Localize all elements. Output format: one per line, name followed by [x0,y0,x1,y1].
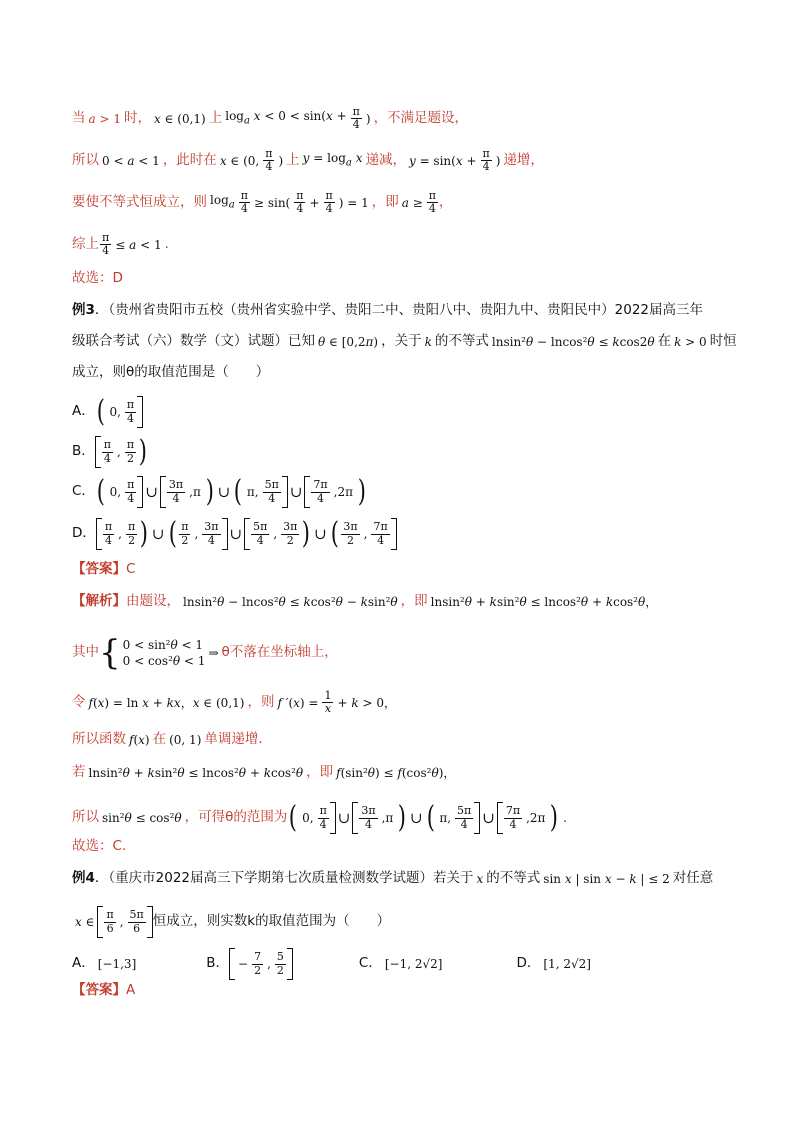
example-3-analysis-4: 所以函数 f(x) 在 (0, 1) 单调递增. [72,731,263,747]
example-3-analysis-6: 所以 sin²θ ≤ cos²θ ，可得θ的范围为 ( 0, $\frac{\pi}{4}$ ∪ $\frac{3\pi}{4}$ ,π ) ∪ ( π, $\frac{5\pi}{4}$ ∪ $\frac{7\pi}{4}$ ,2π ) . [72,800,567,835]
example-3-option-a: A． ( 0, $\frac{\pi}{4}$ [72,396,734,428]
example-4-heading: 例4 ．（重庆市2022届高三下学期第七次质量检测数学试题）若关于 x 的不等式 sin x | sin x − k | ≤ 2 对任意 [72,870,714,886]
example-3-final: 故选：C. [72,838,127,854]
example-4-answer: 【答案】 A [72,982,136,998]
example-3-option-d: D． $\frac{\pi}{4}$ , $\frac{\pi}{2}$ ) ∪ ( $\frac{\pi}{2}$ , $\frac{3\pi}{4}$ ∪ $\frac{5\pi}{4}$ , $\frac{3\pi}{2}$ ) ∪ ( $\frac{3\pi}{2}$ , $\frac{7\pi}{4}$ [72,518,734,550]
solution-line-5: 故选：D [72,270,123,286]
example-3-analysis-3: 令 f(x) = ln x + kx，x ∈ (0,1) ，则 f ′(x) = $\frac{1}{x}$ + k > 0， [72,689,396,716]
example-3-line-3: 成立，则θ的取值范围是（ ） [72,364,270,380]
solution-line-2: 所以 0 < a < 1 ，此时在 x ∈ (0, $\frac{\pi}{4}$ ) 上 $y = \log_a x$ 递减， y = sin(x + $\frac{\pi}{4}$ ) 递增， [72,147,544,174]
example-3-line-2: 级联合考试（六）数学（文）试题）已知 θ ∈ [0,2π) ，关于 k 的不等式 lnsin²θ − lncos²θ ≤ kcos2θ 在 k > 0 时恒 [72,333,737,349]
solution-line-3: 要使不等式恒成立，则 $\log_a$ $\frac{\pi}{4}$ ≥ sin( $\frac{\pi}{4}$ + $\frac{\pi}{4}$ ) = 1 ，即 a ≥ $\frac{\pi}{4}$ ， [72,189,453,216]
example-3-analysis-5: 若 lnsin²θ + ksin²θ ≤ lncos²θ + kcos²θ ，即 f(sin²θ) ≤ f(cos²θ)， [72,764,456,780]
example-3-heading: 例3 ．（贵州省贵阳市五校（贵州省实验中学、贵阳二中、贵阳八中、贵阳九中、贵阳民中）2022届高三年 [72,302,704,318]
example-3-analysis-2: 其中 { 0 < sin²θ < 1 0 < cos²θ < 1 ⇒ θ不落在坐标轴上， [72,633,338,673]
example-3-answer: 【答案】 C [72,561,136,577]
example-4-line-2: x ∈ $\frac{\pi}{6}$ , $\frac{5\pi}{6}$ 恒成立，则实数k的取值范围为（ ） [72,906,734,938]
example-3-option-b: B． $\frac{\pi}{4}$ , $\frac{\pi}{2}$ ) [72,434,148,469]
solution-line-1: 当 a > 1 时， x ∈ (0,1) 上 $\log_a x < 0 < \sin(x$ + $\frac{\pi}{4}$ ) ，不满足题设， [72,105,469,132]
example-4-options: A． [−1,3] B． − $\frac{7}{2}$ , $\frac{5}{2}$ C． [−1, 2√2] D． [1, 2√2] [72,948,734,980]
example-3-option-c: C． ( 0, $\frac{\pi}{4}$ ∪ $\frac{3\pi}{4}$ ,π ) ∪ ( π, $\frac{5\pi}{4}$ ∪ $\frac{7\pi}{4}$ ,2π ) [72,474,366,509]
example-3-analysis-1: 【解析】 由题设， lnsin²θ − lncos²θ ≤ kcos²θ − ksin²θ ，即 lnsin²θ + ksin²θ ≤ lncos²θ + kcos²θ， [72,593,658,609]
solution-line-4: 综上 $\frac{\pi}{4}$ ≤ a < 1 . [72,231,169,258]
